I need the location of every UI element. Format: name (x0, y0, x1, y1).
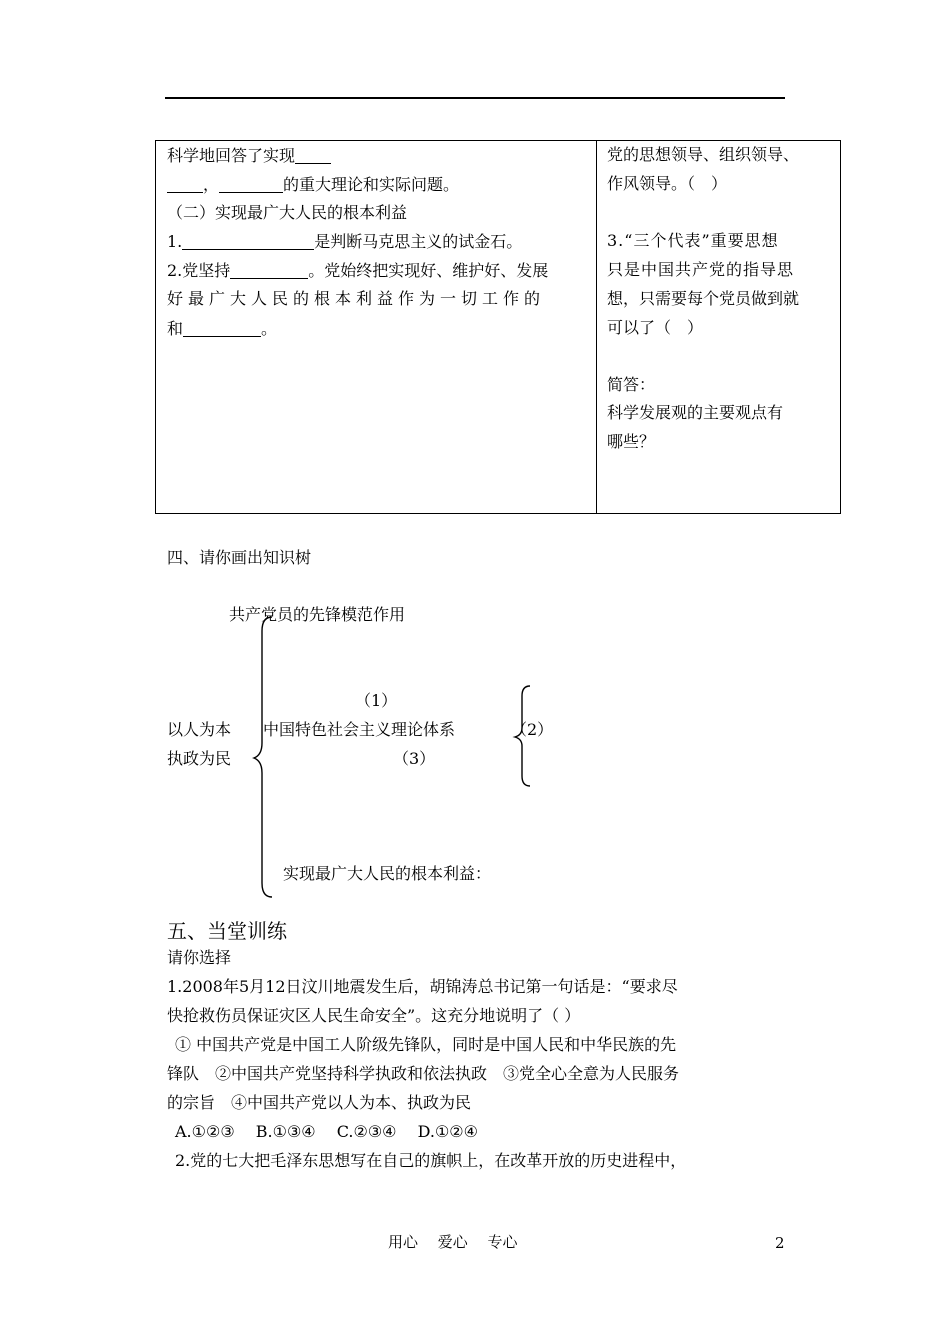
left-line-4: 1. 是判断马克思主义的试金石。 (167, 232, 523, 251)
right-line-6: 可以了（ ） (607, 318, 704, 337)
left-line-3: （二）实现最广大人民的根本利益 (167, 203, 408, 222)
table-column-divider (596, 140, 597, 514)
right-line-8: 科学发展观的主要观点有 (607, 403, 784, 422)
q1-option-line-2: 锋队 ②中国共产党坚持科学执政和依法执政 ③党全心全意为人民服务 (167, 1064, 680, 1083)
left-line-6: 好最广大人民的根本利益作为一切工作的 (167, 289, 546, 308)
blank (182, 233, 314, 250)
right-line-5: 想，只需要每个党员做到就 (607, 289, 800, 308)
right-line-1: 党的思想领导、组织领导、 (607, 145, 800, 164)
tree-sub-2: （2） (511, 720, 554, 739)
blank (295, 147, 331, 164)
footer-motto: 用心 爱心 专心 (388, 1233, 518, 1251)
tree-branch-3: 实现最广大人民的根本利益： (283, 864, 492, 883)
tree-branch-2: 中国特色社会主义理论体系 (263, 720, 456, 739)
section4-heading: 四、请你画出知识树 (167, 548, 312, 567)
q1-option-line-3: 的宗旨 ④中国共产党以人为本、执政为民 (167, 1093, 472, 1112)
q1-option-line-1: ① 中国共产党是中国工人阶级先锋队，同时是中国人民和中华民族的先 (175, 1035, 677, 1054)
left-line-7: 和 。 (167, 319, 278, 338)
section5-subheading: 请你选择 (167, 948, 232, 967)
header-rule (165, 97, 785, 99)
tree-sub-3: （3） (393, 749, 436, 768)
left-line-5: 2.党坚持 。党始终把实现好、维护好、发展 (167, 261, 549, 280)
left-line-1: 科学地回答了实现 (167, 147, 331, 164)
blank (167, 176, 203, 193)
right-line-4: 只是中国共产党的指导思 (607, 260, 795, 279)
tree-sub-1: （1） (355, 691, 398, 710)
tree-sub-brace (512, 684, 536, 788)
tree-main-brace (250, 615, 280, 900)
q1-line-2: 快抢救伤员保证灾区人民生命安全”。这充分地说明了（ ） (167, 1006, 581, 1025)
q1-line-1: 1.2008年5月12日汶川地震发生后，胡锦涛总书记第一句话是：“要求尽 (167, 977, 678, 996)
blank (183, 320, 261, 337)
section5-heading: 五、当堂训练 (167, 919, 287, 943)
right-line-3: 3.“三个代表”重要思想 (607, 231, 779, 250)
right-line-2: 作风领导。（ ） (607, 174, 728, 193)
right-line-7: 简答： (607, 375, 656, 394)
page-number: 2 (775, 1234, 785, 1252)
left-line-2: ， 的重大理论和实际问题。 (167, 176, 459, 193)
q1-choices: A.①②③ B.①③④ C.②③④ D.①②④ (175, 1122, 478, 1141)
tree-root-line-1: 以人为本 (167, 720, 232, 739)
tree-branch-1: 共产党员的先锋模范作用 (229, 605, 406, 624)
tree-root-line-2: 执政为民 (167, 749, 232, 768)
right-line-9: 哪些？ (607, 432, 656, 451)
blank (219, 176, 283, 193)
blank (230, 262, 308, 279)
q2-line-1: 2.党的七大把毛泽东思想写在自己的旗帜上，在改革开放的历史进程中， (175, 1151, 687, 1170)
